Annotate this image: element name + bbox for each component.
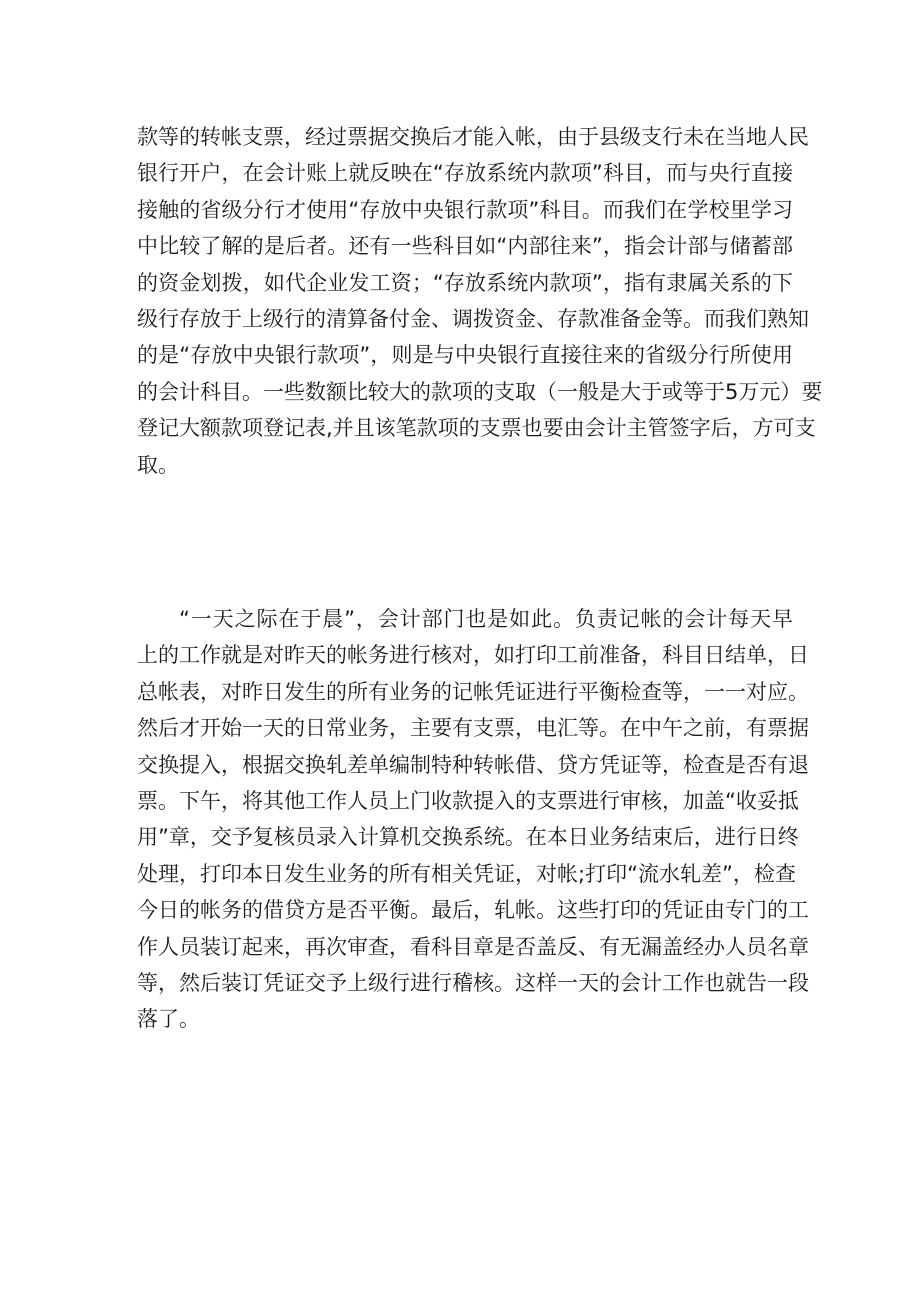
paragraph-line: 等，然后装订凭证交予上级行进行稽核。这样一天的会计工作也就告一段 (137, 970, 809, 995)
paragraph-line: 作人员装订起来，再次审查，看科目章是否盖反、有无漏盖经办人员名章 (137, 934, 809, 959)
paragraph-line: 级行存放于上级行的清算备付金、调拨资金、存款准备金等。而我们熟知 (137, 306, 809, 331)
paragraph-line: 总帐表，对昨日发生的所有业务的记帐凭证进行平衡检查等，一一对应。 (137, 679, 809, 704)
paragraph-line: 的是“存放中央银行款项”，则是与中央银行直接往来的省级分行所使用 (137, 343, 793, 368)
paragraph-1 (137, 119, 823, 483)
paragraph-first-line: “一天之际在于晨”，会计部门也是如此。负责记帐的会计每天早 (179, 607, 793, 631)
paragraph-line: 款等的转帐支票，经过票据交换后才能入帐，由于县级支行未在当地人民 (137, 125, 809, 149)
paragraph-line: 银行开户，在会计账上就反映在“存放系统内款项”科目，而与央行直接 (137, 161, 793, 186)
paragraph-2 (137, 601, 809, 1038)
paragraph-line: 交换提入，根据交换轧差单编制特种转帐借、贷方凭证等，检查是否有退 (137, 752, 809, 777)
paragraph-line: 接触的省级分行才使用“存放中央银行款项”科目。而我们在学校里学习 (137, 197, 793, 222)
paragraph-line: 用”章，交予复核员录入计算机交换系统。在本日业务结束后，进行日终 (137, 825, 799, 850)
paragraph-line: 今日的帐务的借贷方是否平衡。最后，轧帐。这些打印的凭证由专门的工 (137, 898, 809, 923)
paragraph-line: 的资金划拨，如代企业发工资；“存放系统内款项”，指有隶属关系的下 (137, 270, 793, 295)
paragraph-line: 取。 (137, 452, 179, 477)
paragraph-line: 落了。 (137, 1007, 200, 1032)
paragraph-line: 中比较了解的是后者。还有一些科目如“内部往来”，指会计部与储蓄部 (137, 234, 793, 259)
paragraph-line: 处理，打印本日发生业务的所有相关凭证，对帐;打印“流水轧差”，检查 (137, 861, 796, 886)
paragraph-line: 票。下午，将其他工作人员上门收款提入的支票进行审核，加盖“收妥抵 (137, 788, 799, 813)
paragraph-line: 登记大额款项登记表,并且该笔款项的支票也要由会计主管签字后，方可支 (137, 416, 816, 441)
paragraph-line: 上的工作就是对昨天的帐务进行核对，如打印工前准备，科目日结单，日 (137, 643, 809, 668)
paragraph-line: 的会计科目。一些数额比较大的款项的支取（一般是大于或等于5万元）要 (137, 379, 823, 404)
paragraph-line: 然后才开始一天的日常业务，主要有支票，电汇等。在中午之前，有票据 (137, 716, 809, 741)
